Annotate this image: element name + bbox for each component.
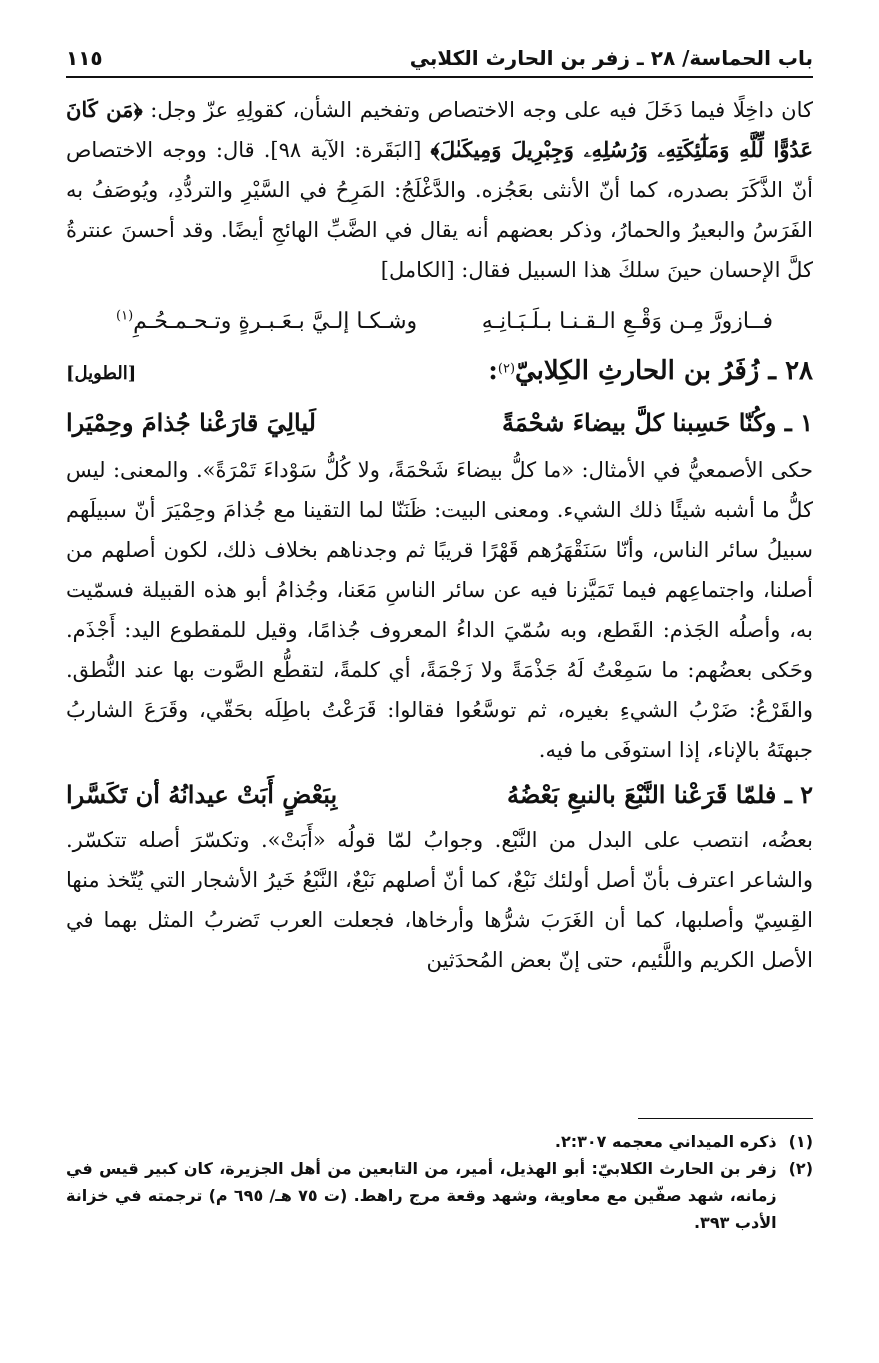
footnote-ref-2: (٢) bbox=[497, 361, 516, 377]
antara-verse bbox=[66, 294, 813, 350]
footnote-number: (٢) bbox=[788, 1159, 813, 1178]
section-colon: : bbox=[488, 356, 498, 386]
verse-1-second-hemistich: لَيالِيَ قارَعْنا جُذامَ وحِمْيَرا bbox=[66, 408, 316, 437]
verse-1-first-hemistich: ١ ـ وكُنّا حَسِبنا كلَّ بيضاءَ شحْمَةً bbox=[502, 408, 813, 437]
header-title: باب الحماسة/ ٢٨ ـ زفر بن الحارث الكلابي bbox=[409, 46, 813, 70]
footnote-text: ذكره الميداني معجمه ٢:٣٠٧. bbox=[554, 1132, 777, 1151]
footnote-text: زفر بن الحارث الكلابيّ: أبو الهذيل، أمير، من التابعين من أهل الجزيرة، كان كبير قيس في زمانه، شهد صفّين مع معاوية، وشهد وقعة مرج راهط. (ت ٧٥ هـ/ ٦٩٥ م) ترجمته في خزانة الأدب ٣٩٣. bbox=[66, 1159, 777, 1232]
verse-first-hemistich: فــازورَّ مِـن وَقْـعِ الـقـنـا بـلَـبَـانِـهِ bbox=[481, 309, 773, 334]
quran-quote: ﴿مَن كَانَ عَدُوًّا لِّلَّهِ وَمَلَٰٓئِكَتِهِۦ وَرُسُلِهِۦ وَجِبْرِيلَ وَمِيكَىٰلَ﴾ bbox=[66, 97, 813, 162]
footnote-number: (١) bbox=[788, 1132, 813, 1151]
verse-2 bbox=[66, 774, 813, 816]
footnotes bbox=[66, 1128, 813, 1236]
footnote bbox=[66, 1155, 813, 1236]
verse-2-second-hemistich: بِبَعْضٍ أَبَتْ عيدانُهُ أن تَكَسَّرا bbox=[66, 780, 338, 809]
section-meter: [الطويل] bbox=[66, 363, 137, 384]
page-body bbox=[66, 90, 813, 980]
verse-second-hemistich bbox=[116, 302, 417, 342]
verse-2-first-hemistich: ٢ ـ فلمّا قَرَعْنا النَّبْعَ بالنبعِ بَعْضُهُ bbox=[507, 780, 813, 809]
intro-meter: [الكامل] bbox=[380, 258, 455, 282]
commentary-2: بعضُه، انتصب على البدل من النَّبْع. وجوابُ لمّا قولُه «أَبَتْ». وتكسّرَ أصله تتكسّر. والشاعر اعترف بأنّ أصل أولئك نَبْعٌ، كما أنّ أصلهم نَبْعٌ، النَّبْعُ خَيرُ الأشجار التي يُتّخذ منها القِسِيّ وأصلبها، كما أن الغَرَبَ شرُّها وأرخاها، فجعلت العرب تَضربُ المثل بهما في الأصل الكريم واللَّئيم، حتى إنّ بعض المُحدَثين bbox=[66, 828, 813, 972]
verse-1 bbox=[66, 402, 813, 444]
intro-paragraph bbox=[66, 90, 813, 290]
section-title: ٢٨ ـ زُفَرُ بن الحارثِ الكِلابيّ bbox=[515, 356, 813, 386]
intro-text: كان داخِلًا فيما دَخَلَ فيه على وجه الاختصاص وتفخيم الشأن، كقولِهِ عزّ وجل: bbox=[150, 98, 813, 122]
verse-second-hemistich-text: وشـكـا إلـيَّ بـعَـبـرةٍ وتـحـمـحُـمِ bbox=[133, 309, 418, 334]
footnote-ref-1: (١) bbox=[116, 308, 134, 324]
footnote-rule bbox=[638, 1118, 813, 1119]
footnote bbox=[66, 1128, 813, 1155]
section-heading bbox=[66, 356, 813, 402]
commentary-1: حكى الأصمعيُّ في الأمثال: «ما كلُّ بيضاءَ شَحْمَةً، ولا كُلُّ سَوْداءَ تَمْرَةً». والمعنى: ليس كلُّ ما أشبه شيئًا ذلك الشيء. ومعنى البيت: ظَنَنّا لما التقينا مع جُذامَ وحِمْيَرَ أنّ سبيلَهم سبيلُ سائر الناس، وأنّا سَنَقْهَرُهم قَهْرًا قريبًا ثم وجدناهم بخلاف ذلك، لكون أصلهم من أصلنا، واجتماعِهم فيما تَمَيَّزنا فيه عن سائر الناسِ مَعَنا، وجُذامُ أبو هذه القبيلة فسمّيت به، وأصلُه الجَذم: القَطع، وبه سُمّيَ الداءُ المعروف جُذامًا، وقيل للمقطوع اليد: أَجْذَم. وحَكى بعضُهم: ما سَمِعْتُ لَهُ جَذْمَةً ولا زَجْمَةً، أي كلمةً، لتقطُّع الصَّوت بها عند النُّطق. والقَرْعُ: ضَرْبُ الشيءِ بغيره، ثم توسَّعُوا فقالوا: قَرَعْتُ باطِلَه بحَقّي، وقَرَعَ الشاربُ جبهتَهُ بالإناء، إذا استوفَى ما فيه. bbox=[66, 458, 813, 762]
section-heading-main bbox=[488, 356, 813, 386]
page-number: ١١٥ bbox=[66, 46, 103, 70]
running-header bbox=[66, 38, 813, 78]
intro-text-cont: [البَقَرة: الآية ٩٨]. قال: ووجه الاختصاص أنّ الذَّكَرَ بصدره، كما أنّ الأنثى بعَجُزه. والدَّغْلَجُ: المَرِحُ في السَّيْرِ والتردُّدِ، ويُوصَفُ به الفَرَسُ والبعيرُ والحمارُ، وذكر بعضهم أنه يقال في الضَّبِّ الهائجِ أيضًا. وقد أحسنَ عنترةُ كلَّ الإحسان حينَ سلكَ هذا السبيل فقال: bbox=[66, 138, 813, 282]
